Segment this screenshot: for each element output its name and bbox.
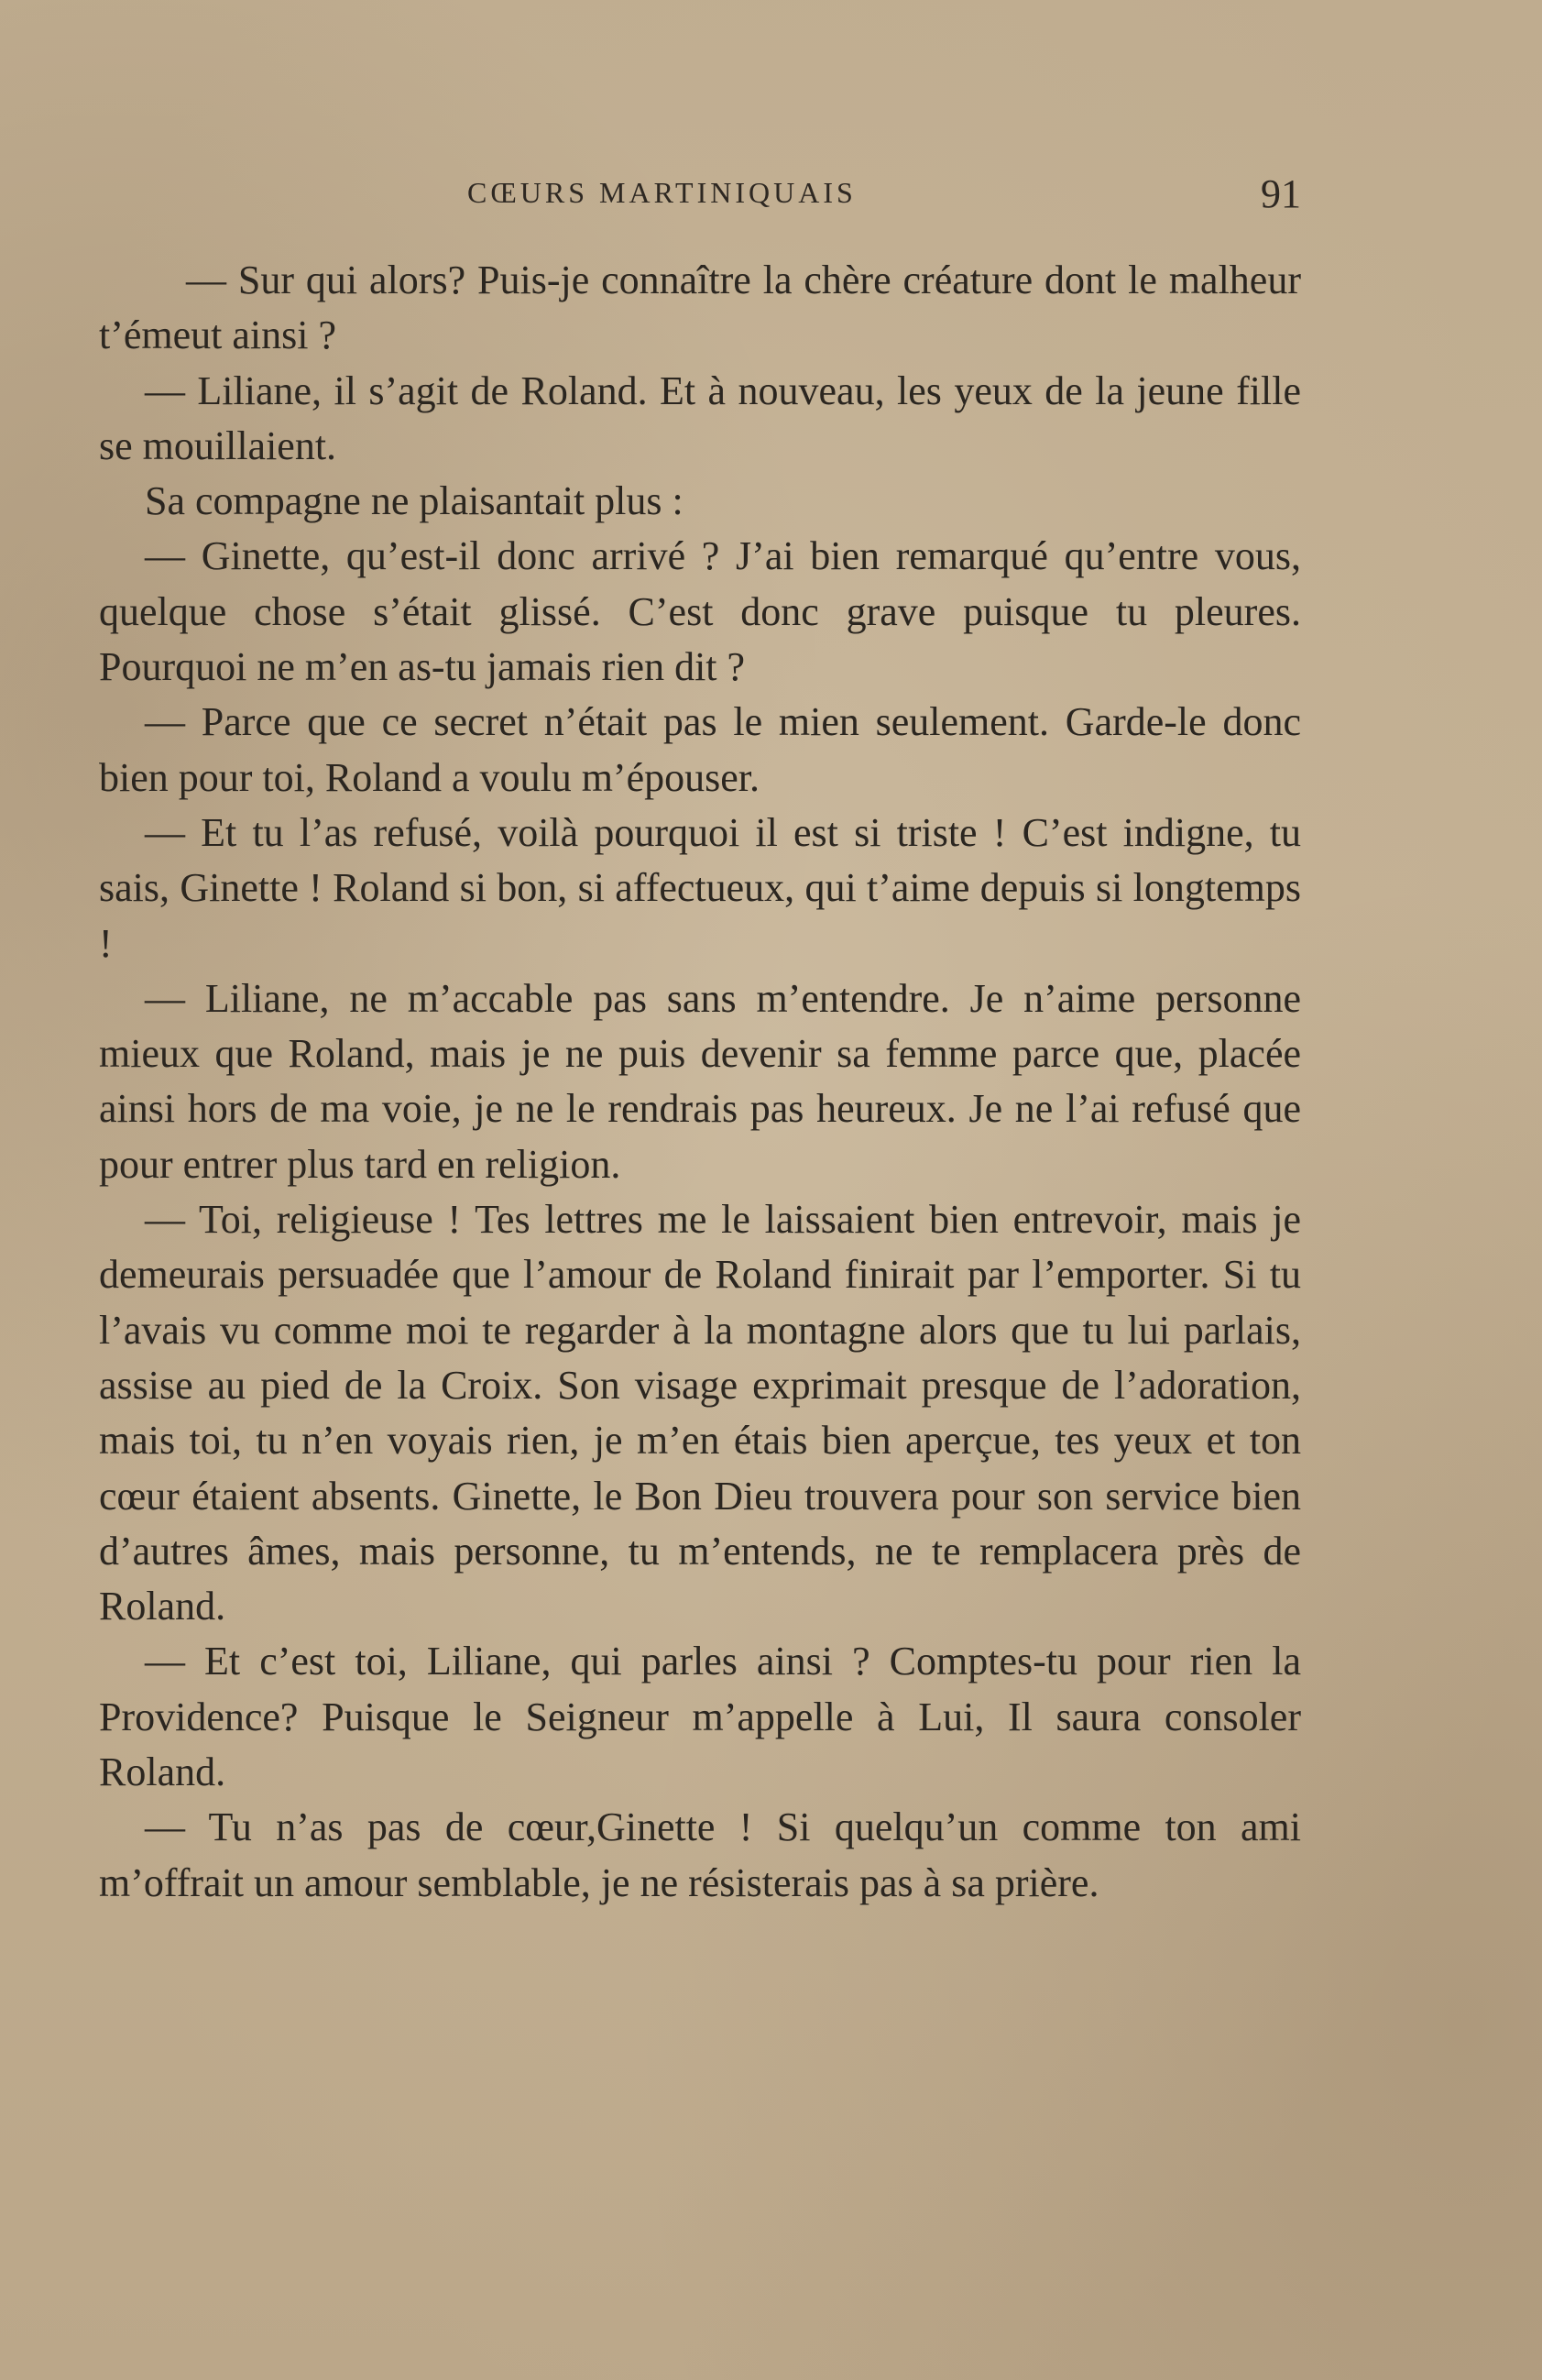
body-text bbox=[99, 253, 1301, 1911]
paragraph-1: — Sur qui alors? Puis-je connaître la chère créature dont le malheur t’émeut ainsi ? bbox=[99, 258, 1301, 358]
paragraph-3: Sa compagne ne plaisantait plus : bbox=[145, 478, 684, 524]
paragraph-2: — Liliane, il s’agit de Roland. Et à nouveau, les yeux de la jeune fille se mouillaient. bbox=[99, 367, 1301, 468]
paragraph-9: — Et c’est toi, Liliane, qui parles ainsi ? Comptes-tu pour rien la Providence? Puisque le Seigneur m’appelle à Lui, Il saura consoler Roland. bbox=[99, 1639, 1301, 1795]
page-header bbox=[101, 170, 1301, 216]
paragraph-7: — Liliane, ne m’accable pas sans m’entendre. Je n’aime personne mieux que Roland, mais je ne puis devenir sa femme parce que, placée ainsi hors de ma voie, je ne le rendrais pas heureux. Je ne l’ai refusé que pour entrer plus tard en religion. bbox=[99, 975, 1301, 1187]
paragraph-4: — Ginette, qu’est-il donc arrivé ? J’ai bien remarqué qu’entre vous, quelque chose s’était glissé. C’est donc grave puisque tu pleures. Pourquoi ne m’en as-tu jamais rien dit ? bbox=[99, 533, 1301, 690]
page-number: 91 bbox=[1261, 171, 1301, 216]
paragraph-8: — Toi, religieuse ! Tes lettres me le laissaient bien entrevoir, mais je demeurais persuadée que l’amour de Roland finirait par l’emporter. Si tu l’avais vu comme moi te regarder à la montagne alors que tu lui parlais, assise au pied de la Croix. Son visage exprimait presque de l’adoration, mais toi, tu n’en voyais rien, je m’en étais bien aperçue, tes yeux et ton cœur étaient absents. Ginette, le Bon Dieu trouvera pour son service bien d’autres âmes, mais personne, tu m’entends, ne te remplacera près de Roland. bbox=[99, 1197, 1301, 1629]
running-title: CŒURS MARTINIQUAIS bbox=[467, 176, 857, 209]
paragraph-10: — Tu n’as pas de cœur,Ginette ! Si quelqu’un comme ton ami m’offrait un amour semblable, je ne résisterais pas à sa prière. bbox=[99, 1804, 1301, 1905]
paragraph-6: — Et tu l’as refusé, voilà pourquoi il est si triste ! C’est indigne, tu sais, Ginette ! Roland si bon, si affectueux, qui t’aime depuis si longtemps ! bbox=[99, 809, 1301, 966]
paragraph-5: — Parce que ce secret n’était pas le mien seulement. Garde-le donc bien pour toi, Roland a voulu m’épouser. bbox=[99, 699, 1301, 800]
